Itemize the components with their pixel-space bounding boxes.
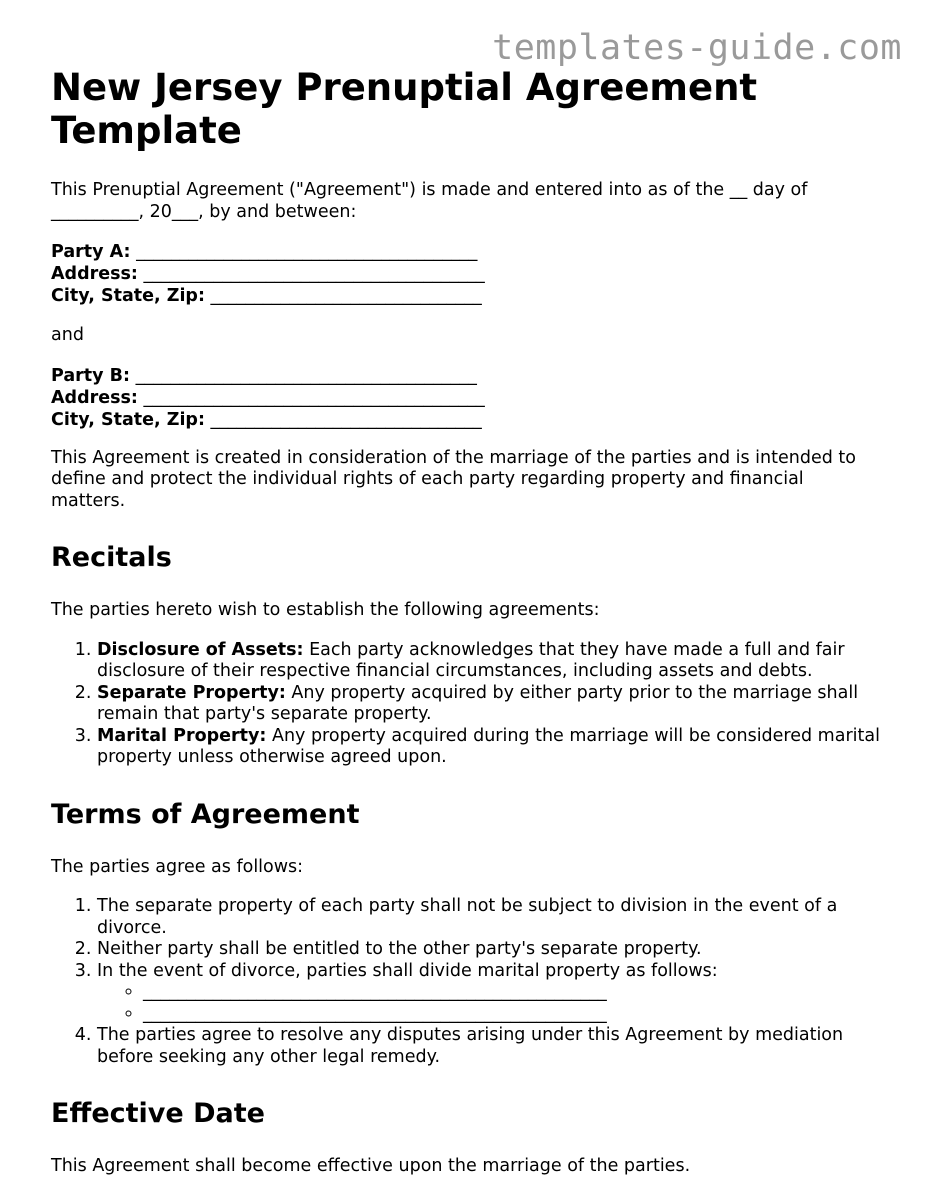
party-a-city-blank: _______________________________: [210, 286, 482, 306]
recital-term: Disclosure of Assets:: [97, 639, 304, 660]
terms-list: [51, 896, 881, 1068]
party-b-city-line: [51, 409, 881, 431]
watermark: templates-guide.com: [492, 28, 902, 68]
recitals-heading: Recitals: [51, 542, 172, 573]
effective-heading: Effective Date: [51, 1098, 265, 1129]
list-item: [97, 1025, 881, 1068]
consideration-paragraph: This Agreement is created in consideration of the marriage of the parties and is intended to define and protect the individual rights of each party regarding property and financial matters.: [51, 447, 856, 511]
party-a-address-label: Address:: [51, 264, 138, 284]
division-blank: _____________________________________________________: [143, 1003, 607, 1024]
list-item: [97, 726, 881, 769]
party-b-address-blank: _______________________________________: [143, 387, 485, 408]
party-a-city-label: City, State, Zip:: [51, 286, 205, 306]
terms-section: [51, 799, 881, 1069]
term-text: The separate property of each party shall not be subject to division in the event of a divorce.: [97, 896, 838, 938]
term-text: Neither party shall be entitled to the other party's separate property.: [97, 939, 702, 959]
party-b-address-label: Address:: [51, 387, 138, 408]
term-text: The parties agree to resolve any disputes arising under this Agreement by mediation before seeking any other legal remedy.: [97, 1025, 844, 1067]
recital-text: Each party acknowledges that they have made a full and fair disclosure of their respective financial circumstances, including assets and debts.: [97, 639, 845, 681]
party-a-address-blank: _______________________________________: [143, 264, 485, 284]
division-blank: _____________________________________________________: [143, 982, 607, 1002]
recitals-list: [51, 640, 881, 769]
list-item: [97, 961, 881, 1026]
party-b-name-label: Party B:: [51, 365, 130, 386]
party-b-address-line: [51, 387, 881, 409]
recital-text: Any property acquired by either party prior to the marriage shall remain that party's separate property.: [97, 682, 859, 724]
party-a-block: [51, 241, 881, 307]
term-text: In the event of divorce, parties shall divide marital property as follows:: [97, 960, 718, 981]
recitals-intro: The parties hereto wish to establish the following agreements:: [51, 600, 600, 620]
party-a-name-label: Party A:: [51, 242, 131, 262]
list-item: [97, 939, 881, 961]
terms-heading: Terms of Agreement: [51, 798, 360, 830]
party-b-name-line: [51, 365, 881, 387]
marital-division-list: [97, 982, 881, 1025]
party-b-block: [51, 365, 881, 431]
party-a-city-line: [51, 285, 881, 307]
list-item: [143, 1004, 881, 1026]
list-item: [97, 683, 881, 726]
document: [51, 66, 881, 1178]
page-title: New Jersey Prenuptial Agreement Template: [51, 66, 758, 152]
recital-text: Any property acquired during the marriage will be considered marital property unless otherwise agreed upon.: [97, 725, 880, 767]
effective-section: [51, 1098, 881, 1178]
recitals-section: [51, 542, 881, 769]
recital-term: Separate Property:: [97, 682, 286, 703]
party-a-name-line: [51, 241, 881, 263]
and-text: and: [51, 325, 84, 345]
intro-paragraph: This Prenuptial Agreement ("Agreement") is made and entered into as of the __ day of __________, 20___, by and between:: [51, 180, 808, 222]
effective-text: This Agreement shall become effective upon the marriage of the parties.: [51, 1156, 691, 1176]
list-item: [97, 896, 881, 939]
party-b-city-label: City, State, Zip:: [51, 409, 205, 430]
recital-term: Marital Property:: [97, 725, 267, 746]
list-item: [143, 982, 881, 1004]
party-b-city-blank: _______________________________: [210, 409, 482, 430]
party-a-address-line: [51, 263, 881, 285]
party-b-name-blank: _______________________________________: [135, 365, 477, 386]
list-item: [97, 640, 881, 683]
terms-intro: The parties agree as follows:: [51, 856, 304, 877]
party-a-name-blank: _______________________________________: [136, 242, 478, 262]
